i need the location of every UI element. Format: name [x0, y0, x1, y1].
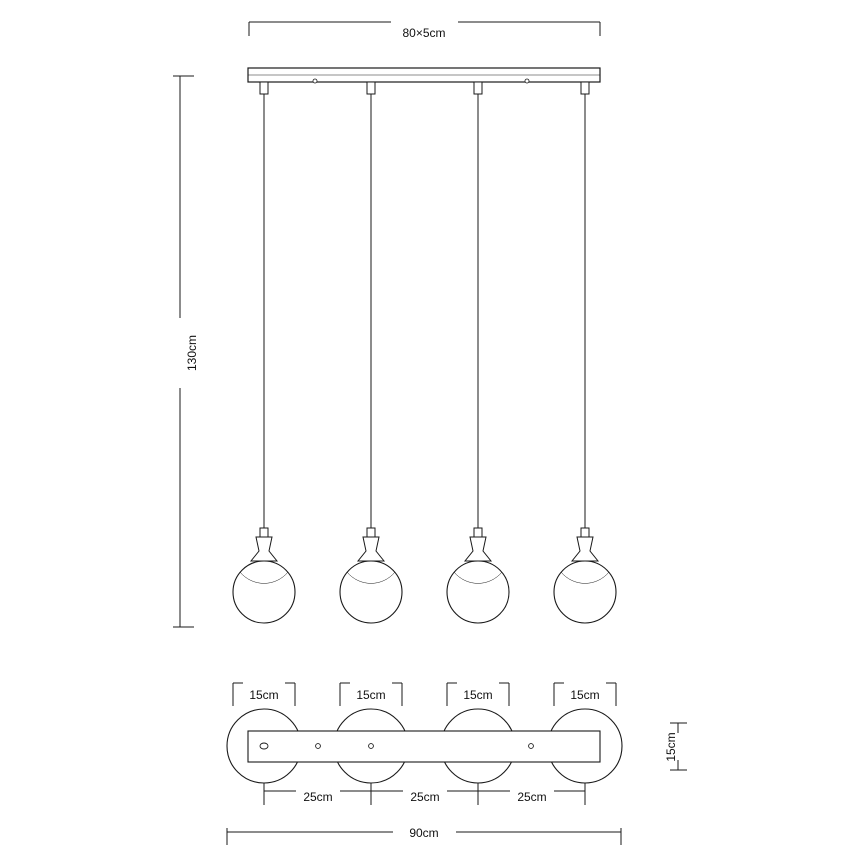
pendant-2 [340, 82, 402, 623]
globe-4-diameter-label: 15cm [570, 688, 600, 702]
globe-2-diameter-label: 15cm [356, 688, 386, 702]
plan-screw-1 [316, 744, 321, 749]
canopy-screw-2 [525, 79, 529, 83]
spacing-1-label: 25cm [303, 790, 333, 804]
canopy-size-label: 80×5cm [402, 26, 446, 40]
canopy-width-dimension [249, 22, 600, 40]
top-plan-view [227, 709, 622, 783]
plan-mount-1 [260, 743, 268, 749]
spacing-3-label: 25cm [517, 790, 547, 804]
globe-1-diameter-label: 15cm [249, 688, 279, 702]
drop-height-label: 130cm [185, 334, 199, 372]
plan-canopy-bar [248, 731, 600, 762]
canopy-depth-dimension [664, 723, 687, 770]
drop-height-dimension [173, 76, 199, 627]
front-elevation-view [233, 68, 616, 623]
pendant-4 [554, 82, 616, 623]
canopy-screw-1 [313, 79, 317, 83]
plan-screw-2 [529, 744, 534, 749]
canopy-bar [248, 68, 600, 82]
overall-width-dimension [227, 826, 621, 845]
plan-mount-2 [369, 744, 374, 749]
globe-3-diameter-label: 15cm [463, 688, 493, 702]
canopy-depth-label: 15cm [664, 732, 678, 762]
spacing-2-label: 25cm [410, 790, 440, 804]
pendant-3 [447, 82, 509, 623]
globe-diameter-dimensions [233, 683, 616, 706]
overall-width-label: 90cm [409, 826, 439, 840]
globe-spacing-dimensions [264, 783, 585, 805]
pendant-1 [233, 82, 295, 623]
